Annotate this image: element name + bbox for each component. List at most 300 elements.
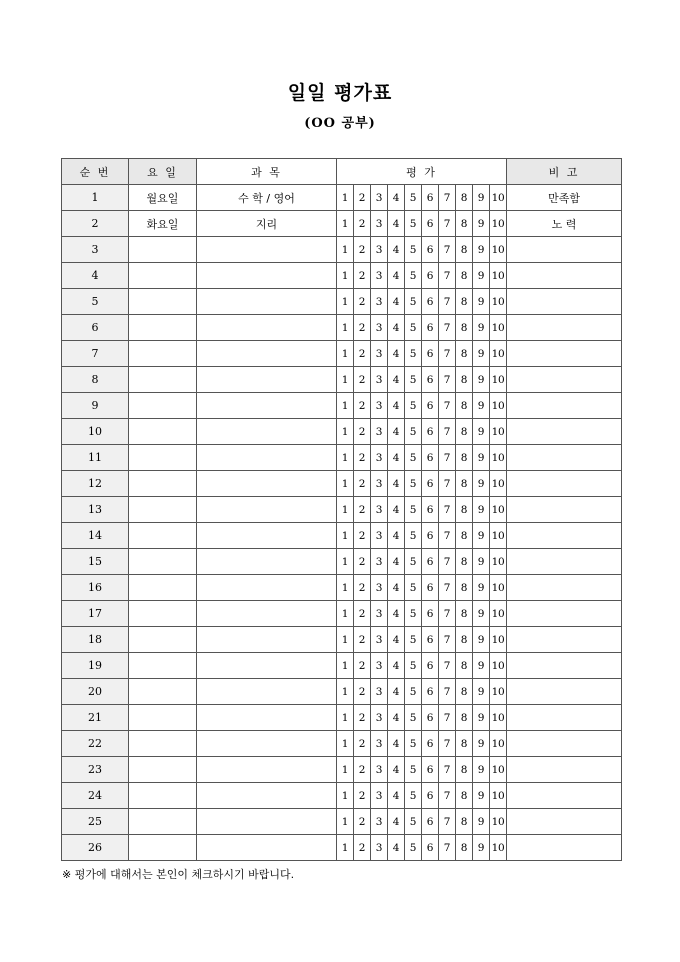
score-cell[interactable]: 6 [422,549,439,575]
score-cell[interactable]: 3 [371,575,388,601]
score-cell[interactable]: 2 [354,237,371,263]
remark-cell[interactable]: 만족함 [507,185,622,211]
subject-cell[interactable] [197,653,337,679]
score-cell[interactable]: 8 [456,367,473,393]
score-cell[interactable]: 1 [337,835,354,861]
score-cell[interactable]: 4 [388,627,405,653]
score-cell[interactable]: 4 [388,367,405,393]
score-cell[interactable]: 3 [371,471,388,497]
score-cell[interactable]: 2 [354,393,371,419]
remark-cell[interactable] [507,627,622,653]
score-cell[interactable]: 7 [439,419,456,445]
score-cell[interactable]: 6 [422,731,439,757]
score-cell[interactable]: 7 [439,341,456,367]
score-cell[interactable]: 9 [473,471,490,497]
remark-cell[interactable] [507,653,622,679]
score-cell[interactable]: 1 [337,679,354,705]
score-cell[interactable]: 9 [473,419,490,445]
score-cell[interactable]: 5 [405,367,422,393]
score-cell[interactable]: 1 [337,809,354,835]
score-cell[interactable]: 9 [473,237,490,263]
score-cell[interactable]: 7 [439,809,456,835]
day-cell[interactable] [129,523,197,549]
score-cell[interactable]: 5 [405,549,422,575]
score-cell[interactable]: 5 [405,211,422,237]
score-cell[interactable]: 5 [405,185,422,211]
score-cell[interactable]: 6 [422,315,439,341]
score-cell[interactable]: 10 [490,185,507,211]
score-cell[interactable]: 3 [371,627,388,653]
score-cell[interactable]: 9 [473,289,490,315]
score-cell[interactable]: 5 [405,783,422,809]
score-cell[interactable]: 10 [490,835,507,861]
score-cell[interactable]: 5 [405,419,422,445]
score-cell[interactable]: 7 [439,731,456,757]
subject-cell[interactable]: 지리 [197,211,337,237]
score-cell[interactable]: 10 [490,809,507,835]
day-cell[interactable]: 월요일 [129,185,197,211]
score-cell[interactable]: 4 [388,419,405,445]
score-cell[interactable]: 4 [388,211,405,237]
score-cell[interactable]: 1 [337,653,354,679]
subject-cell[interactable] [197,289,337,315]
remark-cell[interactable] [507,783,622,809]
score-cell[interactable]: 7 [439,471,456,497]
score-cell[interactable]: 10 [490,783,507,809]
score-cell[interactable]: 7 [439,783,456,809]
score-cell[interactable]: 1 [337,289,354,315]
score-cell[interactable]: 4 [388,185,405,211]
score-cell[interactable]: 4 [388,471,405,497]
score-cell[interactable]: 3 [371,315,388,341]
score-cell[interactable]: 8 [456,185,473,211]
score-cell[interactable]: 8 [456,679,473,705]
score-cell[interactable]: 2 [354,809,371,835]
score-cell[interactable]: 1 [337,549,354,575]
score-cell[interactable]: 8 [456,549,473,575]
subject-cell[interactable] [197,471,337,497]
score-cell[interactable]: 7 [439,263,456,289]
score-cell[interactable]: 5 [405,835,422,861]
score-cell[interactable]: 7 [439,627,456,653]
score-cell[interactable]: 4 [388,809,405,835]
subject-cell[interactable] [197,783,337,809]
score-cell[interactable]: 4 [388,237,405,263]
day-cell[interactable] [129,835,197,861]
score-cell[interactable]: 4 [388,653,405,679]
day-cell[interactable] [129,237,197,263]
score-cell[interactable]: 5 [405,263,422,289]
day-cell[interactable] [129,393,197,419]
score-cell[interactable]: 6 [422,653,439,679]
remark-cell[interactable] [507,497,622,523]
score-cell[interactable]: 6 [422,471,439,497]
score-cell[interactable]: 6 [422,679,439,705]
score-cell[interactable]: 8 [456,393,473,419]
score-cell[interactable]: 4 [388,549,405,575]
score-cell[interactable]: 6 [422,393,439,419]
day-cell[interactable] [129,679,197,705]
score-cell[interactable]: 5 [405,757,422,783]
score-cell[interactable]: 7 [439,315,456,341]
score-cell[interactable]: 10 [490,393,507,419]
day-cell[interactable]: 화요일 [129,211,197,237]
score-cell[interactable]: 4 [388,835,405,861]
score-cell[interactable]: 9 [473,211,490,237]
score-cell[interactable]: 1 [337,315,354,341]
score-cell[interactable]: 3 [371,211,388,237]
subject-cell[interactable] [197,419,337,445]
score-cell[interactable]: 1 [337,731,354,757]
score-cell[interactable]: 6 [422,445,439,471]
score-cell[interactable]: 2 [354,627,371,653]
subject-cell[interactable] [197,575,337,601]
score-cell[interactable]: 2 [354,601,371,627]
score-cell[interactable]: 10 [490,653,507,679]
subject-cell[interactable] [197,263,337,289]
score-cell[interactable]: 1 [337,783,354,809]
score-cell[interactable]: 1 [337,523,354,549]
score-cell[interactable]: 4 [388,705,405,731]
score-cell[interactable]: 1 [337,341,354,367]
subject-cell[interactable] [197,367,337,393]
score-cell[interactable]: 4 [388,315,405,341]
score-cell[interactable]: 5 [405,601,422,627]
score-cell[interactable]: 5 [405,705,422,731]
score-cell[interactable]: 7 [439,523,456,549]
subject-cell[interactable] [197,393,337,419]
score-cell[interactable]: 5 [405,315,422,341]
score-cell[interactable]: 8 [456,809,473,835]
score-cell[interactable]: 7 [439,679,456,705]
score-cell[interactable]: 2 [354,341,371,367]
score-cell[interactable]: 4 [388,263,405,289]
score-cell[interactable]: 9 [473,783,490,809]
score-cell[interactable]: 1 [337,419,354,445]
score-cell[interactable]: 3 [371,393,388,419]
score-cell[interactable]: 5 [405,653,422,679]
score-cell[interactable]: 8 [456,341,473,367]
score-cell[interactable]: 8 [456,705,473,731]
score-cell[interactable]: 6 [422,419,439,445]
score-cell[interactable]: 10 [490,315,507,341]
score-cell[interactable]: 10 [490,419,507,445]
score-cell[interactable]: 3 [371,341,388,367]
day-cell[interactable] [129,471,197,497]
score-cell[interactable]: 9 [473,627,490,653]
subject-cell[interactable] [197,601,337,627]
score-cell[interactable]: 4 [388,341,405,367]
score-cell[interactable]: 3 [371,679,388,705]
score-cell[interactable]: 6 [422,367,439,393]
score-cell[interactable]: 2 [354,289,371,315]
day-cell[interactable] [129,731,197,757]
subject-cell[interactable] [197,445,337,471]
score-cell[interactable]: 10 [490,757,507,783]
score-cell[interactable]: 1 [337,263,354,289]
day-cell[interactable] [129,627,197,653]
score-cell[interactable]: 8 [456,211,473,237]
score-cell[interactable]: 6 [422,757,439,783]
score-cell[interactable]: 9 [473,445,490,471]
score-cell[interactable]: 2 [354,419,371,445]
score-cell[interactable]: 2 [354,523,371,549]
score-cell[interactable]: 10 [490,575,507,601]
day-cell[interactable] [129,575,197,601]
score-cell[interactable]: 1 [337,627,354,653]
score-cell[interactable]: 10 [490,263,507,289]
score-cell[interactable]: 3 [371,419,388,445]
day-cell[interactable] [129,809,197,835]
score-cell[interactable]: 6 [422,341,439,367]
score-cell[interactable]: 5 [405,497,422,523]
score-cell[interactable]: 4 [388,523,405,549]
day-cell[interactable] [129,497,197,523]
score-cell[interactable]: 5 [405,445,422,471]
score-cell[interactable]: 5 [405,627,422,653]
remark-cell[interactable] [507,575,622,601]
day-cell[interactable] [129,601,197,627]
score-cell[interactable]: 10 [490,471,507,497]
score-cell[interactable]: 9 [473,341,490,367]
score-cell[interactable]: 3 [371,601,388,627]
remark-cell[interactable] [507,471,622,497]
day-cell[interactable] [129,419,197,445]
score-cell[interactable]: 1 [337,471,354,497]
score-cell[interactable]: 9 [473,601,490,627]
score-cell[interactable]: 2 [354,185,371,211]
day-cell[interactable] [129,341,197,367]
remark-cell[interactable] [507,393,622,419]
score-cell[interactable]: 3 [371,497,388,523]
score-cell[interactable]: 2 [354,445,371,471]
day-cell[interactable] [129,705,197,731]
remark-cell[interactable] [507,263,622,289]
score-cell[interactable]: 2 [354,497,371,523]
score-cell[interactable]: 1 [337,757,354,783]
score-cell[interactable]: 2 [354,731,371,757]
subject-cell[interactable] [197,627,337,653]
remark-cell[interactable] [507,835,622,861]
score-cell[interactable]: 1 [337,497,354,523]
score-cell[interactable]: 8 [456,783,473,809]
score-cell[interactable]: 8 [456,263,473,289]
score-cell[interactable]: 6 [422,783,439,809]
score-cell[interactable]: 7 [439,185,456,211]
score-cell[interactable]: 8 [456,471,473,497]
score-cell[interactable]: 4 [388,757,405,783]
score-cell[interactable]: 6 [422,289,439,315]
score-cell[interactable]: 3 [371,835,388,861]
score-cell[interactable]: 3 [371,263,388,289]
remark-cell[interactable] [507,341,622,367]
score-cell[interactable]: 8 [456,757,473,783]
score-cell[interactable]: 4 [388,575,405,601]
score-cell[interactable]: 1 [337,367,354,393]
remark-cell[interactable] [507,237,622,263]
score-cell[interactable]: 5 [405,341,422,367]
score-cell[interactable]: 9 [473,497,490,523]
score-cell[interactable]: 8 [456,315,473,341]
score-cell[interactable]: 8 [456,445,473,471]
score-cell[interactable]: 8 [456,419,473,445]
score-cell[interactable]: 6 [422,237,439,263]
score-cell[interactable]: 1 [337,575,354,601]
remark-cell[interactable] [507,549,622,575]
score-cell[interactable]: 8 [456,575,473,601]
score-cell[interactable]: 3 [371,185,388,211]
score-cell[interactable]: 3 [371,523,388,549]
score-cell[interactable]: 9 [473,809,490,835]
score-cell[interactable]: 7 [439,289,456,315]
score-cell[interactable]: 9 [473,679,490,705]
score-cell[interactable]: 6 [422,497,439,523]
score-cell[interactable]: 2 [354,679,371,705]
subject-cell[interactable] [197,757,337,783]
day-cell[interactable] [129,757,197,783]
score-cell[interactable]: 2 [354,263,371,289]
score-cell[interactable]: 6 [422,835,439,861]
score-cell[interactable]: 3 [371,653,388,679]
score-cell[interactable]: 10 [490,731,507,757]
score-cell[interactable]: 1 [337,185,354,211]
score-cell[interactable]: 2 [354,757,371,783]
day-cell[interactable] [129,783,197,809]
score-cell[interactable]: 8 [456,237,473,263]
score-cell[interactable]: 5 [405,575,422,601]
subject-cell[interactable] [197,341,337,367]
score-cell[interactable]: 8 [456,653,473,679]
score-cell[interactable]: 7 [439,445,456,471]
day-cell[interactable] [129,367,197,393]
score-cell[interactable]: 1 [337,393,354,419]
subject-cell[interactable] [197,549,337,575]
remark-cell[interactable] [507,523,622,549]
score-cell[interactable]: 10 [490,211,507,237]
score-cell[interactable]: 8 [456,731,473,757]
score-cell[interactable]: 10 [490,289,507,315]
score-cell[interactable]: 7 [439,835,456,861]
score-cell[interactable]: 1 [337,445,354,471]
score-cell[interactable]: 3 [371,289,388,315]
score-cell[interactable]: 7 [439,653,456,679]
score-cell[interactable]: 4 [388,679,405,705]
score-cell[interactable]: 9 [473,185,490,211]
day-cell[interactable] [129,289,197,315]
day-cell[interactable] [129,263,197,289]
score-cell[interactable]: 9 [473,705,490,731]
subject-cell[interactable] [197,809,337,835]
score-cell[interactable]: 10 [490,367,507,393]
score-cell[interactable]: 7 [439,549,456,575]
score-cell[interactable]: 5 [405,523,422,549]
score-cell[interactable]: 2 [354,705,371,731]
score-cell[interactable]: 4 [388,783,405,809]
score-cell[interactable]: 8 [456,289,473,315]
score-cell[interactable]: 1 [337,601,354,627]
score-cell[interactable]: 4 [388,393,405,419]
score-cell[interactable]: 9 [473,731,490,757]
score-cell[interactable]: 3 [371,445,388,471]
score-cell[interactable]: 6 [422,627,439,653]
score-cell[interactable]: 8 [456,497,473,523]
score-cell[interactable]: 7 [439,211,456,237]
score-cell[interactable]: 10 [490,341,507,367]
subject-cell[interactable] [197,497,337,523]
score-cell[interactable]: 6 [422,211,439,237]
day-cell[interactable] [129,653,197,679]
score-cell[interactable]: 4 [388,445,405,471]
remark-cell[interactable] [507,679,622,705]
score-cell[interactable]: 9 [473,575,490,601]
score-cell[interactable]: 9 [473,835,490,861]
subject-cell[interactable] [197,705,337,731]
score-cell[interactable]: 9 [473,367,490,393]
score-cell[interactable]: 2 [354,471,371,497]
score-cell[interactable]: 6 [422,185,439,211]
score-cell[interactable]: 10 [490,497,507,523]
score-cell[interactable]: 1 [337,237,354,263]
score-cell[interactable]: 2 [354,783,371,809]
score-cell[interactable]: 5 [405,809,422,835]
score-cell[interactable]: 4 [388,497,405,523]
score-cell[interactable]: 5 [405,679,422,705]
remark-cell[interactable] [507,757,622,783]
score-cell[interactable]: 3 [371,783,388,809]
score-cell[interactable]: 9 [473,263,490,289]
score-cell[interactable]: 5 [405,393,422,419]
score-cell[interactable]: 6 [422,523,439,549]
score-cell[interactable]: 7 [439,705,456,731]
score-cell[interactable]: 8 [456,601,473,627]
score-cell[interactable]: 8 [456,835,473,861]
score-cell[interactable]: 3 [371,367,388,393]
score-cell[interactable]: 1 [337,705,354,731]
score-cell[interactable]: 1 [337,211,354,237]
score-cell[interactable]: 6 [422,601,439,627]
score-cell[interactable]: 2 [354,575,371,601]
score-cell[interactable]: 4 [388,601,405,627]
score-cell[interactable]: 9 [473,393,490,419]
score-cell[interactable]: 10 [490,679,507,705]
score-cell[interactable]: 2 [354,315,371,341]
score-cell[interactable]: 7 [439,393,456,419]
score-cell[interactable]: 2 [354,549,371,575]
score-cell[interactable]: 10 [490,523,507,549]
subject-cell[interactable] [197,731,337,757]
day-cell[interactable] [129,549,197,575]
score-cell[interactable]: 7 [439,367,456,393]
score-cell[interactable]: 10 [490,627,507,653]
score-cell[interactable]: 3 [371,549,388,575]
score-cell[interactable]: 3 [371,705,388,731]
score-cell[interactable]: 5 [405,237,422,263]
score-cell[interactable]: 3 [371,731,388,757]
score-cell[interactable]: 9 [473,653,490,679]
remark-cell[interactable] [507,705,622,731]
remark-cell[interactable] [507,445,622,471]
score-cell[interactable]: 6 [422,575,439,601]
score-cell[interactable]: 9 [473,549,490,575]
score-cell[interactable]: 9 [473,757,490,783]
score-cell[interactable]: 6 [422,705,439,731]
score-cell[interactable]: 10 [490,705,507,731]
score-cell[interactable]: 3 [371,237,388,263]
score-cell[interactable]: 2 [354,367,371,393]
score-cell[interactable]: 8 [456,627,473,653]
score-cell[interactable]: 2 [354,211,371,237]
subject-cell[interactable]: 수 학 / 영어 [197,185,337,211]
